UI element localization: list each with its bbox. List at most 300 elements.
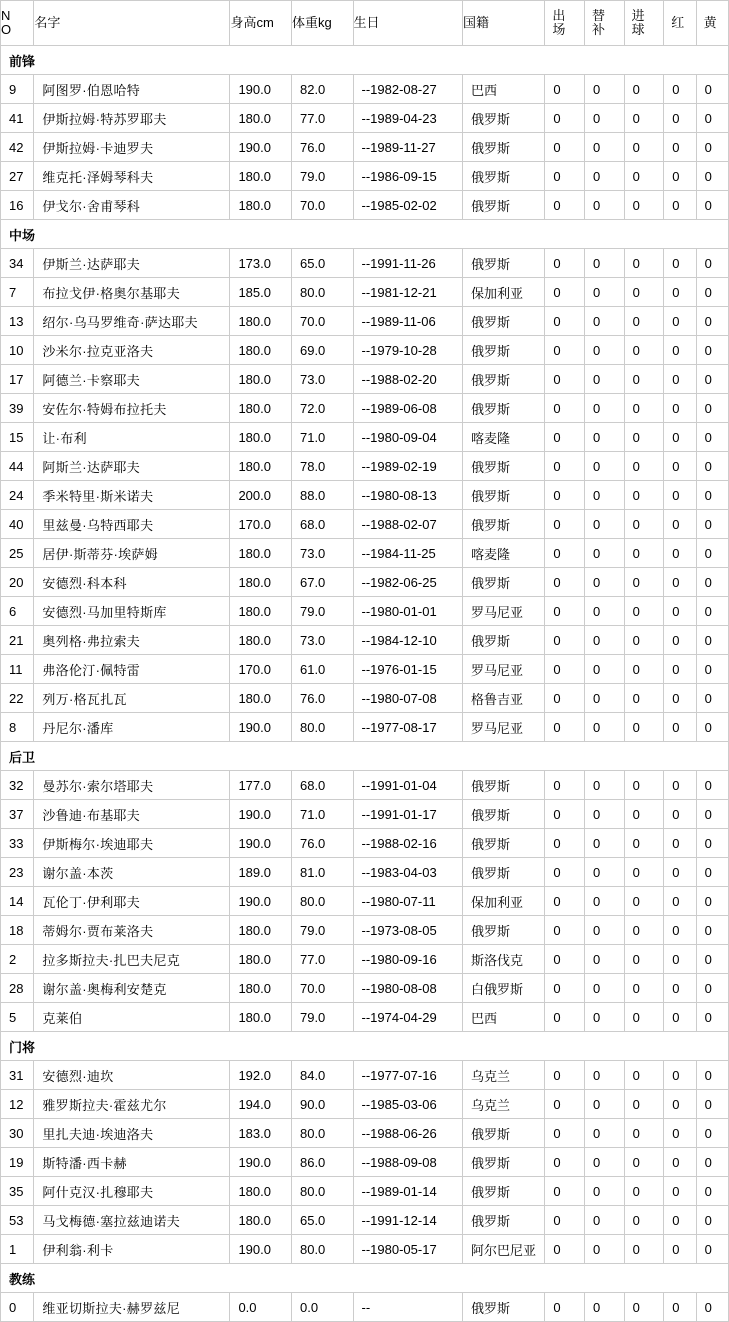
player-name: 阿图罗·伯恩哈特 xyxy=(34,75,230,104)
table-row[interactable] xyxy=(1,249,729,278)
table-row[interactable] xyxy=(1,858,729,887)
player-appearances: 0 xyxy=(545,307,585,336)
group-label: 中场 xyxy=(1,220,729,249)
player-goals: 0 xyxy=(624,1148,664,1177)
table-row[interactable] xyxy=(1,1148,729,1177)
player-goals: 0 xyxy=(624,1061,664,1090)
player-appearances: 0 xyxy=(545,713,585,742)
player-yellow-cards: 0 xyxy=(696,1119,728,1148)
player-birthday: --1989-11-27 xyxy=(353,133,463,162)
table-row[interactable] xyxy=(1,510,729,539)
player-number: 5 xyxy=(1,1003,34,1032)
player-appearances: 0 xyxy=(545,394,585,423)
player-weight: 71.0 xyxy=(291,423,353,452)
player-birthday: --1980-08-08 xyxy=(353,974,463,1003)
player-birthday: --1985-02-02 xyxy=(353,191,463,220)
player-height: 190.0 xyxy=(230,75,292,104)
player-number: 17 xyxy=(1,365,34,394)
player-weight: 80.0 xyxy=(291,887,353,916)
player-substitute: 0 xyxy=(585,365,625,394)
player-nationality: 俄罗斯 xyxy=(463,133,545,162)
player-weight: 76.0 xyxy=(291,829,353,858)
player-name: 安佐尔·特姆布拉托夫 xyxy=(34,394,230,423)
player-yellow-cards: 0 xyxy=(696,887,728,916)
player-goals: 0 xyxy=(624,278,664,307)
player-name: 维克托·泽姆琴科夫 xyxy=(34,162,230,191)
player-substitute: 0 xyxy=(585,1293,625,1322)
table-row[interactable] xyxy=(1,394,729,423)
player-goals: 0 xyxy=(624,394,664,423)
player-nationality: 白俄罗斯 xyxy=(463,974,545,1003)
player-weight: 84.0 xyxy=(291,1061,353,1090)
player-birthday: --1980-07-11 xyxy=(353,887,463,916)
player-birthday: --1989-06-08 xyxy=(353,394,463,423)
player-weight: 0.0 xyxy=(291,1293,353,1322)
player-appearances: 0 xyxy=(545,1148,585,1177)
player-substitute: 0 xyxy=(585,1206,625,1235)
player-goals: 0 xyxy=(624,75,664,104)
player-goals: 0 xyxy=(624,307,664,336)
player-birthday: --1982-06-25 xyxy=(353,568,463,597)
table-row[interactable] xyxy=(1,771,729,800)
player-red-cards: 0 xyxy=(664,336,696,365)
player-name: 曼苏尔·索尔塔耶夫 xyxy=(34,771,230,800)
table-row[interactable] xyxy=(1,191,729,220)
table-row[interactable] xyxy=(1,133,729,162)
table-row[interactable] xyxy=(1,597,729,626)
table-row[interactable] xyxy=(1,916,729,945)
player-height: 180.0 xyxy=(230,365,292,394)
player-birthday: --1977-07-16 xyxy=(353,1061,463,1090)
player-weight: 67.0 xyxy=(291,568,353,597)
player-weight: 73.0 xyxy=(291,626,353,655)
player-appearances: 0 xyxy=(545,771,585,800)
player-nationality: 俄罗斯 xyxy=(463,829,545,858)
table-header xyxy=(1,1,729,46)
player-appearances: 0 xyxy=(545,1206,585,1235)
table-row[interactable] xyxy=(1,104,729,133)
player-height: 180.0 xyxy=(230,626,292,655)
player-red-cards: 0 xyxy=(664,307,696,336)
player-height: 180.0 xyxy=(230,945,292,974)
player-weight: 65.0 xyxy=(291,1206,353,1235)
player-weight: 68.0 xyxy=(291,510,353,539)
player-weight: 65.0 xyxy=(291,249,353,278)
player-yellow-cards: 0 xyxy=(696,278,728,307)
player-name: 列万·格瓦扎瓦 xyxy=(34,684,230,713)
player-yellow-cards: 0 xyxy=(696,336,728,365)
player-weight: 76.0 xyxy=(291,684,353,713)
player-name: 里兹曼·乌特西耶夫 xyxy=(34,510,230,539)
header-nationality: 国籍 xyxy=(463,1,545,46)
player-yellow-cards: 0 xyxy=(696,1003,728,1032)
player-height: 173.0 xyxy=(230,249,292,278)
player-height: 183.0 xyxy=(230,1119,292,1148)
player-number: 23 xyxy=(1,858,34,887)
player-red-cards: 0 xyxy=(664,916,696,945)
player-number: 33 xyxy=(1,829,34,858)
header-red-cards: 红 xyxy=(664,1,696,46)
player-nationality: 罗马尼亚 xyxy=(463,655,545,684)
player-height: 190.0 xyxy=(230,1148,292,1177)
player-name: 伊戈尔·舍甫琴科 xyxy=(34,191,230,220)
table-row[interactable] xyxy=(1,655,729,684)
player-red-cards: 0 xyxy=(664,858,696,887)
player-substitute: 0 xyxy=(585,423,625,452)
player-height: 192.0 xyxy=(230,1061,292,1090)
player-number: 35 xyxy=(1,1177,34,1206)
player-appearances: 0 xyxy=(545,452,585,481)
player-name: 伊斯拉姆·特苏罗耶夫 xyxy=(34,104,230,133)
player-nationality: 俄罗斯 xyxy=(463,336,545,365)
player-height: 180.0 xyxy=(230,423,292,452)
player-goals: 0 xyxy=(624,423,664,452)
player-name: 伊斯兰·达萨耶夫 xyxy=(34,249,230,278)
player-appearances: 0 xyxy=(545,75,585,104)
table-row[interactable] xyxy=(1,800,729,829)
player-birthday: --1976-01-15 xyxy=(353,655,463,684)
player-substitute: 0 xyxy=(585,1119,625,1148)
player-red-cards: 0 xyxy=(664,1090,696,1119)
player-appearances: 0 xyxy=(545,1177,585,1206)
player-number: 44 xyxy=(1,452,34,481)
player-substitute: 0 xyxy=(585,829,625,858)
player-red-cards: 0 xyxy=(664,887,696,916)
player-appearances: 0 xyxy=(545,800,585,829)
player-number: 16 xyxy=(1,191,34,220)
player-weight: 80.0 xyxy=(291,1235,353,1264)
player-height: 180.0 xyxy=(230,568,292,597)
table-row[interactable] xyxy=(1,307,729,336)
header-goals xyxy=(624,1,664,46)
player-goals: 0 xyxy=(624,597,664,626)
player-number: 19 xyxy=(1,1148,34,1177)
player-nationality: 保加利亚 xyxy=(463,887,545,916)
player-red-cards: 0 xyxy=(664,626,696,655)
player-birthday: --1980-01-01 xyxy=(353,597,463,626)
player-height: 180.0 xyxy=(230,336,292,365)
table-row[interactable] xyxy=(1,278,729,307)
player-weight: 70.0 xyxy=(291,974,353,1003)
table-row[interactable] xyxy=(1,887,729,916)
player-name: 伊利翁·利卡 xyxy=(34,1235,230,1264)
player-birthday: --1988-06-26 xyxy=(353,1119,463,1148)
header-weight: 体重kg xyxy=(291,1,353,46)
player-appearances: 0 xyxy=(545,568,585,597)
player-appearances: 0 xyxy=(545,1235,585,1264)
player-appearances: 0 xyxy=(545,278,585,307)
player-goals: 0 xyxy=(624,539,664,568)
player-number: 12 xyxy=(1,1090,34,1119)
player-weight: 80.0 xyxy=(291,713,353,742)
table-row[interactable] xyxy=(1,945,729,974)
player-number: 18 xyxy=(1,916,34,945)
player-nationality: 俄罗斯 xyxy=(463,452,545,481)
player-name: 阿德兰·卡察耶夫 xyxy=(34,365,230,394)
player-birthday: --1980-09-04 xyxy=(353,423,463,452)
header-height: 身高cm xyxy=(230,1,292,46)
player-appearances: 0 xyxy=(545,104,585,133)
table-row[interactable] xyxy=(1,829,729,858)
player-weight: 80.0 xyxy=(291,278,353,307)
player-birthday: --1986-09-15 xyxy=(353,162,463,191)
player-nationality: 俄罗斯 xyxy=(463,858,545,887)
player-weight: 70.0 xyxy=(291,191,353,220)
player-goals: 0 xyxy=(624,1090,664,1119)
table-row[interactable] xyxy=(1,684,729,713)
player-number: 21 xyxy=(1,626,34,655)
player-height: 180.0 xyxy=(230,162,292,191)
player-weight: 79.0 xyxy=(291,916,353,945)
player-nationality: 乌克兰 xyxy=(463,1061,545,1090)
player-substitute: 0 xyxy=(585,1090,625,1119)
player-substitute: 0 xyxy=(585,307,625,336)
table-row[interactable] xyxy=(1,1206,729,1235)
player-nationality: 俄罗斯 xyxy=(463,394,545,423)
player-red-cards: 0 xyxy=(664,394,696,423)
player-substitute: 0 xyxy=(585,104,625,133)
player-number: 53 xyxy=(1,1206,34,1235)
player-weight: 70.0 xyxy=(291,307,353,336)
player-yellow-cards: 0 xyxy=(696,162,728,191)
player-height: 194.0 xyxy=(230,1090,292,1119)
player-red-cards: 0 xyxy=(664,1206,696,1235)
table-row[interactable] xyxy=(1,1090,729,1119)
player-weight: 78.0 xyxy=(291,452,353,481)
player-yellow-cards: 0 xyxy=(696,394,728,423)
player-red-cards: 0 xyxy=(664,452,696,481)
player-appearances: 0 xyxy=(545,626,585,655)
player-nationality: 罗马尼亚 xyxy=(463,597,545,626)
player-red-cards: 0 xyxy=(664,713,696,742)
player-yellow-cards: 0 xyxy=(696,365,728,394)
player-height: 180.0 xyxy=(230,191,292,220)
player-goals: 0 xyxy=(624,1119,664,1148)
table-row[interactable] xyxy=(1,423,729,452)
player-yellow-cards: 0 xyxy=(696,539,728,568)
player-name: 斯特潘·西卡赫 xyxy=(34,1148,230,1177)
player-weight: 79.0 xyxy=(291,1003,353,1032)
player-yellow-cards: 0 xyxy=(696,771,728,800)
header-substitute xyxy=(585,1,625,46)
header-name: 名字 xyxy=(34,1,230,46)
header-no xyxy=(1,1,34,46)
player-substitute: 0 xyxy=(585,974,625,1003)
player-name: 里扎夫迪·埃迪洛夫 xyxy=(34,1119,230,1148)
player-substitute: 0 xyxy=(585,684,625,713)
group-header-row xyxy=(1,46,729,75)
table-row[interactable] xyxy=(1,1177,729,1206)
player-yellow-cards: 0 xyxy=(696,1177,728,1206)
group-header-row xyxy=(1,1264,729,1293)
player-name: 谢尔盖·本茨 xyxy=(34,858,230,887)
player-red-cards: 0 xyxy=(664,365,696,394)
player-number: 24 xyxy=(1,481,34,510)
player-red-cards: 0 xyxy=(664,104,696,133)
player-substitute: 0 xyxy=(585,162,625,191)
player-height: 180.0 xyxy=(230,974,292,1003)
player-weight: 69.0 xyxy=(291,336,353,365)
table-row[interactable] xyxy=(1,539,729,568)
player-yellow-cards: 0 xyxy=(696,945,728,974)
player-substitute: 0 xyxy=(585,1003,625,1032)
player-yellow-cards: 0 xyxy=(696,1148,728,1177)
group-label: 后卫 xyxy=(1,742,729,771)
player-birthday: --1988-09-08 xyxy=(353,1148,463,1177)
player-height: 0.0 xyxy=(230,1293,292,1322)
table-row[interactable] xyxy=(1,1119,729,1148)
player-goals: 0 xyxy=(624,829,664,858)
player-name: 丹尼尔·潘库 xyxy=(34,713,230,742)
player-birthday: --1991-01-04 xyxy=(353,771,463,800)
player-nationality: 保加利亚 xyxy=(463,278,545,307)
header-no-line2: O xyxy=(1,22,12,37)
player-substitute: 0 xyxy=(585,858,625,887)
player-height: 180.0 xyxy=(230,539,292,568)
player-number: 7 xyxy=(1,278,34,307)
table-row[interactable] xyxy=(1,452,729,481)
table-row[interactable] xyxy=(1,75,729,104)
player-goals: 0 xyxy=(624,945,664,974)
player-appearances: 0 xyxy=(545,887,585,916)
header-goals-line1: 进 xyxy=(631,7,645,23)
player-number: 27 xyxy=(1,162,34,191)
player-red-cards: 0 xyxy=(664,1148,696,1177)
player-weight: 79.0 xyxy=(291,162,353,191)
player-number: 20 xyxy=(1,568,34,597)
player-name: 伊斯拉姆·卡迪罗夫 xyxy=(34,133,230,162)
player-nationality: 俄罗斯 xyxy=(463,1206,545,1235)
player-appearances: 0 xyxy=(545,133,585,162)
player-name: 弗洛伦汀·佩特雷 xyxy=(34,655,230,684)
player-height: 177.0 xyxy=(230,771,292,800)
player-substitute: 0 xyxy=(585,655,625,684)
player-red-cards: 0 xyxy=(664,800,696,829)
player-goals: 0 xyxy=(624,510,664,539)
table-row[interactable] xyxy=(1,1061,729,1090)
player-yellow-cards: 0 xyxy=(696,684,728,713)
player-name: 雅罗斯拉夫·霍兹尤尔 xyxy=(34,1090,230,1119)
player-substitute: 0 xyxy=(585,1061,625,1090)
player-height: 180.0 xyxy=(230,684,292,713)
player-weight: 76.0 xyxy=(291,133,353,162)
player-number: 34 xyxy=(1,249,34,278)
group-label: 门将 xyxy=(1,1032,729,1061)
player-appearances: 0 xyxy=(545,336,585,365)
player-weight: 82.0 xyxy=(291,75,353,104)
player-yellow-cards: 0 xyxy=(696,800,728,829)
player-yellow-cards: 0 xyxy=(696,307,728,336)
player-birthday: --1982-08-27 xyxy=(353,75,463,104)
player-yellow-cards: 0 xyxy=(696,75,728,104)
player-yellow-cards: 0 xyxy=(696,1293,728,1322)
player-yellow-cards: 0 xyxy=(696,858,728,887)
player-nationality: 格鲁吉亚 xyxy=(463,684,545,713)
player-birthday: --1977-08-17 xyxy=(353,713,463,742)
player-height: 190.0 xyxy=(230,713,292,742)
player-yellow-cards: 0 xyxy=(696,249,728,278)
player-name: 马戈梅德·塞拉兹迪诺夫 xyxy=(34,1206,230,1235)
player-weight: 81.0 xyxy=(291,858,353,887)
player-red-cards: 0 xyxy=(664,510,696,539)
player-nationality: 俄罗斯 xyxy=(463,191,545,220)
player-appearances: 0 xyxy=(545,655,585,684)
player-red-cards: 0 xyxy=(664,278,696,307)
player-goals: 0 xyxy=(624,1206,664,1235)
player-name: 奥列格·弗拉索夫 xyxy=(34,626,230,655)
player-birthday: --1973-08-05 xyxy=(353,916,463,945)
player-birthday: --1980-05-17 xyxy=(353,1235,463,1264)
player-goals: 0 xyxy=(624,133,664,162)
player-nationality: 俄罗斯 xyxy=(463,626,545,655)
table-row[interactable] xyxy=(1,162,729,191)
player-goals: 0 xyxy=(624,887,664,916)
player-nationality: 俄罗斯 xyxy=(463,1293,545,1322)
player-goals: 0 xyxy=(624,858,664,887)
player-name: 维亚切斯拉夫·赫罗兹尼 xyxy=(34,1293,230,1322)
player-red-cards: 0 xyxy=(664,75,696,104)
table-row[interactable] xyxy=(1,481,729,510)
player-height: 190.0 xyxy=(230,1235,292,1264)
header-substitute-line2: 补 xyxy=(592,22,606,37)
player-nationality: 俄罗斯 xyxy=(463,162,545,191)
player-nationality: 斯洛伐克 xyxy=(463,945,545,974)
player-goals: 0 xyxy=(624,365,664,394)
table-row[interactable] xyxy=(1,568,729,597)
header-yellow-cards: 黄 xyxy=(696,1,728,46)
table-row[interactable] xyxy=(1,336,729,365)
player-number: 22 xyxy=(1,684,34,713)
table-row[interactable] xyxy=(1,365,729,394)
player-red-cards: 0 xyxy=(664,974,696,1003)
table-row[interactable] xyxy=(1,1235,729,1264)
header-appearances-line2: 场 xyxy=(552,22,566,37)
player-weight: 90.0 xyxy=(291,1090,353,1119)
group-header-row xyxy=(1,742,729,771)
player-number: 2 xyxy=(1,945,34,974)
player-height: 190.0 xyxy=(230,800,292,829)
table-row[interactable] xyxy=(1,1293,729,1322)
player-birthday: --1981-12-21 xyxy=(353,278,463,307)
player-height: 200.0 xyxy=(230,481,292,510)
player-number: 42 xyxy=(1,133,34,162)
player-appearances: 0 xyxy=(545,916,585,945)
player-yellow-cards: 0 xyxy=(696,423,728,452)
table-row[interactable] xyxy=(1,713,729,742)
group-label: 前锋 xyxy=(1,46,729,75)
player-appearances: 0 xyxy=(545,945,585,974)
player-goals: 0 xyxy=(624,162,664,191)
player-yellow-cards: 0 xyxy=(696,452,728,481)
player-nationality: 俄罗斯 xyxy=(463,1177,545,1206)
player-appearances: 0 xyxy=(545,423,585,452)
player-birthday: --1979-10-28 xyxy=(353,336,463,365)
player-substitute: 0 xyxy=(585,916,625,945)
player-nationality: 俄罗斯 xyxy=(463,104,545,133)
player-appearances: 0 xyxy=(545,1119,585,1148)
player-red-cards: 0 xyxy=(664,1293,696,1322)
table-row[interactable] xyxy=(1,626,729,655)
table-row[interactable] xyxy=(1,974,729,1003)
table-row[interactable] xyxy=(1,1003,729,1032)
player-birthday: --1988-02-07 xyxy=(353,510,463,539)
player-number: 28 xyxy=(1,974,34,1003)
player-goals: 0 xyxy=(624,568,664,597)
player-nationality: 俄罗斯 xyxy=(463,307,545,336)
player-weight: 77.0 xyxy=(291,945,353,974)
player-number: 8 xyxy=(1,713,34,742)
player-substitute: 0 xyxy=(585,336,625,365)
